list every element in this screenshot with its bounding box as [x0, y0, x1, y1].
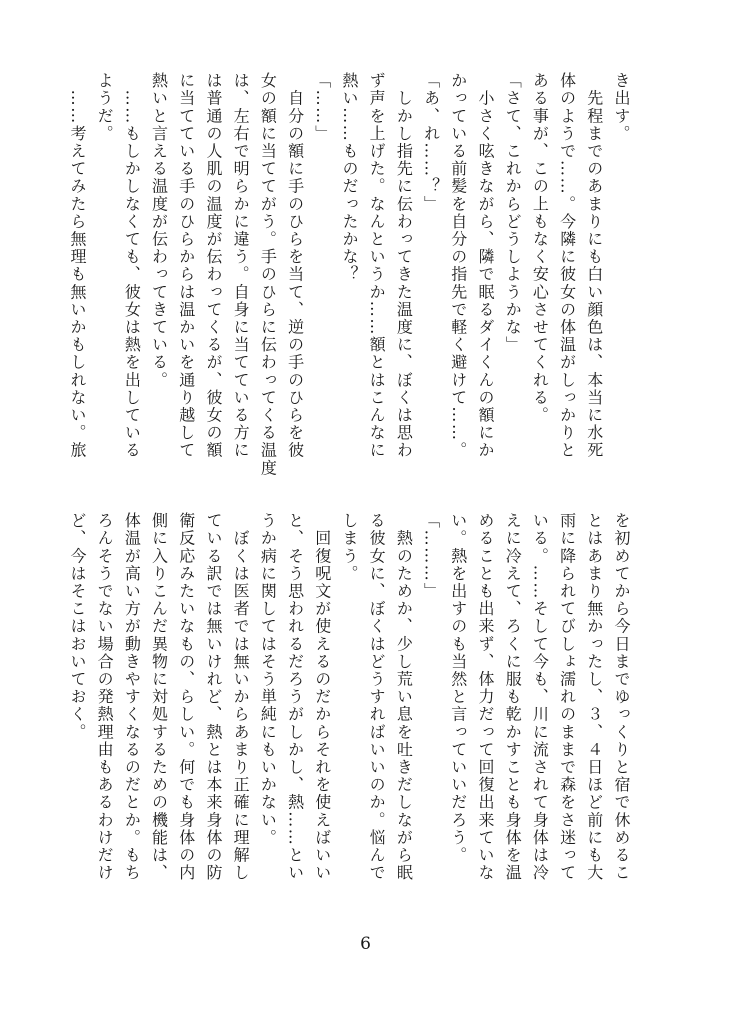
text-line: ろんそうでない場合の発熱理由もあるわけだけ — [95, 512, 115, 882]
text-line: に当てている手のひらからは温かいを通り越して — [176, 72, 196, 460]
text-line: ぼくは医者では無いからあまり正確に理解し — [231, 512, 251, 882]
text-line: いる。……そして今も、川に流されて身体は冷 — [530, 512, 550, 882]
text-line: ……考えてみたら無理も無いかもしれない。旅 — [67, 72, 87, 460]
text-line: 雨に降られてびしょ濡れのままで森をさ迷って — [557, 512, 577, 882]
text-line: 側に入りこんだ異物に対処するための機能は、 — [149, 512, 169, 882]
text-line: を初めてから今日までゆっくりと宿で休めるこ — [612, 512, 631, 882]
text-line: 衛反応みたいなもの、らしい。何でも身体の内 — [176, 512, 196, 882]
text-line: ……もしかしなくても、彼女は熱を出している — [122, 72, 142, 460]
text-line: 回復呪文が使えるのだからそれを使えばいい — [312, 512, 332, 882]
text-line: と、そう思われるだろうがしかし、熱……とい — [285, 512, 305, 882]
text-line: 体のようで……。今隣に彼女の体温がしっかりと — [557, 72, 577, 460]
text-line: めることも出来ず、体力だって回復出来ていな — [475, 512, 495, 882]
text-line: しまう。 — [339, 512, 359, 583]
text-line: かっている前髪を自分の指先で軽く避けて……。 — [448, 72, 468, 460]
text-line: 「………」 — [421, 512, 441, 600]
lower-text-block — [67, 512, 635, 902]
text-line: る彼女に、ぼくはどうすればいいのか。悩んで — [367, 512, 387, 882]
page-number: 6 — [360, 934, 371, 954]
text-line: い。熱を出すのも当然と言っていいだろう。 — [448, 512, 468, 864]
text-line: ある事が、この上もなく安心させてくれる。 — [530, 72, 550, 424]
text-line: 「……」 — [312, 72, 332, 143]
upper-text-block — [67, 72, 635, 477]
text-line: 「あ、れ……？」 — [421, 72, 441, 213]
text-line: とはあまり無かったし、３、４日ほど前にも大 — [584, 512, 604, 882]
text-line: 小さく呟きながら、隣で眠るダイくんの額にか — [475, 72, 495, 460]
text-line: 熱いと言える温度が伝わってきている。 — [149, 72, 169, 389]
text-line: うか病に関してはそう単純にもいかない。 — [258, 512, 278, 847]
text-line: ず声を上げた。なんというか……額とはこんなに — [367, 72, 387, 460]
text-line: ている訳では無いけれど、熱とは本来身体の防 — [203, 512, 223, 882]
text-line: 熱のためか、少し荒い息を吐きだしながら眠 — [394, 512, 414, 882]
text-line: ようだ。 — [95, 72, 115, 143]
text-line: 自分の額に手のひらを当て、逆の手のひらを彼 — [285, 72, 305, 460]
text-line: 「さて、これからどうしようかな」 — [503, 72, 523, 354]
text-line: は普通の人肌の温度が伝わってくるが、彼女の額 — [203, 72, 223, 460]
text-line: 熱い……ものだったかな？ — [339, 72, 359, 284]
text-line: しかし指先に伝わってきた温度に、ぼくは思わ — [394, 72, 414, 460]
text-line: ど、今はそこはおいておく。 — [67, 512, 87, 741]
text-line: き出す。 — [612, 72, 631, 143]
text-line: えに冷えて、ろくに服も乾かすことも身体を温 — [503, 512, 523, 882]
text-line: 女の額に当ててがう。手のひらに伝わってくる温度 — [258, 72, 278, 477]
text-line: は、左右で明らかに違う。自身に当てている方に — [231, 72, 251, 460]
text-line: 体温が高い方が動きやすくなるのだとか。もち — [122, 512, 142, 882]
text-line: 先程までのあまりにも白い顔色は、本当に水死 — [584, 72, 604, 460]
